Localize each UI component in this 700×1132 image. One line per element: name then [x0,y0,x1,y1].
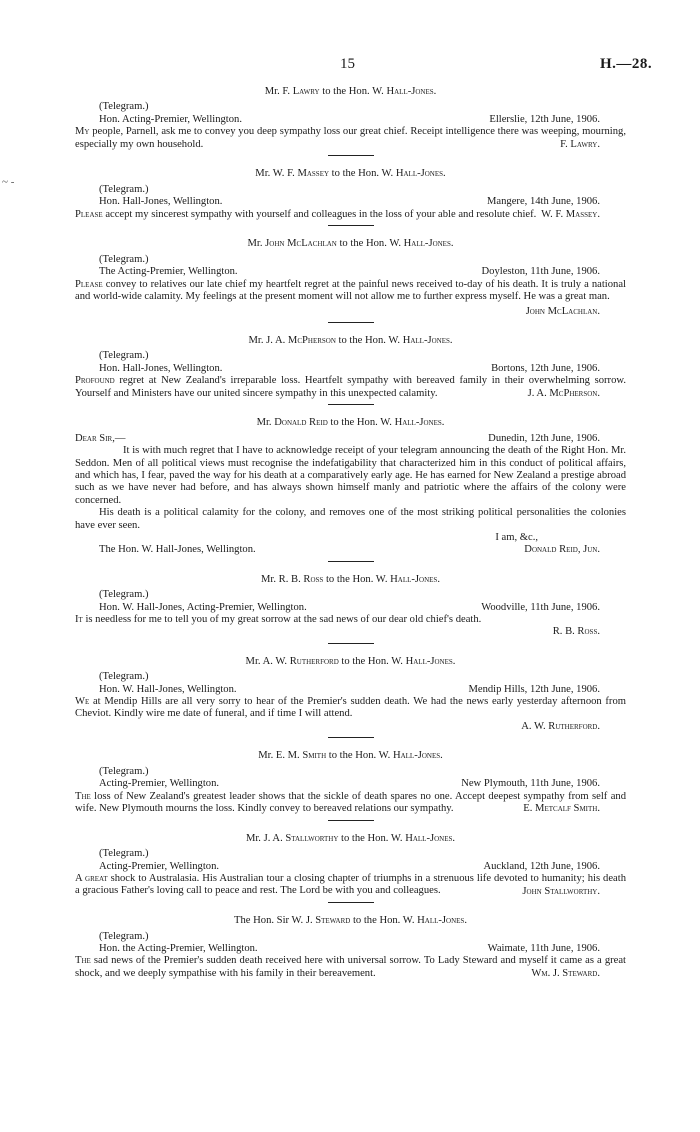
telegram-label: (Telegram.) [99,671,149,683]
entry-heading: Mr. E. M. Smith to the Hon. W. Hall-Jones. [258,750,443,762]
telegram-lawry [75,86,626,156]
divider [328,155,374,156]
signature: R. B. Ross. [552,626,600,638]
telegram-stallworthy [75,833,626,903]
letter-paragraph-2: His death is a political calamity for the colony, and removes one of the most striking political personalities the colonies have ever seen. [75,507,626,531]
divider [328,902,374,903]
signature: John Stallworthy. [522,885,600,897]
signature: Wm. J. Steward. [531,968,600,980]
address-line: Hon. W. Hall-Jones, Wellington. Mendip Hills, 12th June, 1906. [99,683,600,695]
signature: E. Metcalf Smith. [523,803,600,815]
message-text: The loss of New Zealand's greatest leader shows that the sickle of death spares no one. Accept deepest sympathy from self and wife. New Plymouth mourns the loss. Kindly convey to bereaved relations our sympathy. [75,790,626,814]
divider [328,820,374,821]
telegram-steward [75,915,626,980]
message-text: We at Mendip Hills are all very sorry to hear of the Premier's sudden death. We had the news early yesterday afternoon from Cheviot. Kindly wire me date of funeral, and if time I will attend. [75,696,626,720]
margin-mark: ~ - [2,176,15,188]
address-line: Hon. Acting-Premier, Wellington. Ellerslie, 12th June, 1906. [99,113,600,125]
entry-heading: Mr. J. A. Stallworthy to the Hon. W. Hall-Jones. [245,832,456,844]
telegram-ross [75,574,626,644]
telegram-label: (Telegram.) [99,101,149,113]
entry-heading: Mr. John McLachlan to the Hon. W. Hall-Jones. [247,238,454,250]
telegram-mclachlan [75,238,626,322]
address-line: Acting-Premier, Wellington. New Plymouth, 11th June, 1906. [99,778,600,790]
telegram-label: (Telegram.) [99,183,149,195]
address-line: Hon. Hall-Jones, Wellington. Bortons, 12th June, 1906. [99,362,600,374]
telegram-label: (Telegram.) [99,765,149,777]
entry-heading: Mr. A. W. Rutherford to the Hon. W. Hall-Jones. [245,655,456,667]
divider [328,561,374,562]
address-line: Hon. Hall-Jones, Wellington. Mangere, 14th June, 1906. [99,196,600,208]
signature: J. A. McPherson. [527,387,600,399]
divider [328,404,374,405]
message-text: The sad news of the Premier's sudden death received here with universal sorrow. To Lady Steward and myself it came as a great shock, and we deeply sympathise with his family in their bereavement. [75,955,626,979]
message-text: Profound regret at New Zealand's irreparable loss. Heartfelt sympathy with bereaved family in their overwhelming sorrow. Yourself and Ministers have our united sincere sympathy in this unexpected calamity. [75,375,626,399]
entry-heading: Mr. W. F. Massey to the Hon. W. Hall-Jones. [255,168,446,180]
telegram-label: (Telegram.) [99,253,149,265]
letter-closing: I am, &c., [495,532,538,543]
telegram-smith [75,750,626,820]
entry-heading: The Hon. Sir W. J. Steward to the Hon. W. Hall-Jones. [234,915,467,927]
divider [328,643,374,644]
letter-signoff: The Hon. W. Hall-Jones, Wellington. Donald Reid, Jun. [99,544,600,556]
page-reference: H.—28. [600,56,653,72]
address-line: Acting-Premier, Wellington. Auckland, 12th June, 1906. [99,860,600,872]
document-body [75,86,626,981]
signature: John McLachlan. [525,305,600,317]
telegram-label: (Telegram.) [99,848,149,860]
signature: W. F. Massey. [541,209,600,221]
page-number: 15 [340,56,355,72]
signature: F. Lawry. [560,139,600,151]
address-line: Hon. W. Hall-Jones, Acting-Premier, Wellington. Woodville, 11th June, 1906. [99,601,600,613]
salutation-line: Dear Sir,— Dunedin, 12th June, 1906. [75,432,600,444]
signature: A. W. Rutherford. [521,720,600,732]
message-text: Please accept my sincerest sympathy with yourself and colleagues in the loss of your able and resolute chief. [75,208,537,220]
telegram-label: (Telegram.) [99,350,149,362]
message-text: Please convey to relatives our late chief my heartfelt regret at the painful news received to-day of his death. It is truly a national and world-wide calamity. My feelings at the present moment will not allow me to further express myself. He was a great man. [75,278,626,303]
message-text: My people, Parnell, ask me to convey you deep sympathy loss our great chief. Receipt intelligence there was weeping, mourning, especially my own household. [75,126,626,150]
message-text: It is needless for me to tell you of my great sorrow at the sad news of our dear old chief's death. [75,614,482,626]
entry-heading: Mr. F. Lawry to the Hon. W. Hall-Jones. [264,86,437,97]
entry-heading: Mr. J. A. McPherson to the Hon. W. Hall-Jones. [248,334,453,346]
divider [328,322,374,323]
entry-heading: Mr. R. B. Ross to the Hon. W. Hall-Jones. [261,573,440,585]
message-text: A great shock to Australasia. His Australian tour a closing chapter of triumphs in a strenuous life devoted to humanity; his death a gracious Father's loving call to peace and rest. The Lord be with you and colleagues. [75,872,626,897]
letter-reid [75,417,626,561]
telegram-label: (Telegram.) [99,930,149,942]
telegram-rutherford [75,656,626,738]
telegram-label: (Telegram.) [99,589,149,601]
letter-paragraph-1: It is with much regret that I have to acknowledge receipt of your telegram announcing the death of the Right Hon. Mr. Seddon. Men of all political views must recognise the indefatigability that characterized him in this conduct of political affairs, and which has, I fear, paved the way for his death at a comparatively early age. He has earned for New Zealand a prestige abroad such as we have never had before, and has always shown himself manly and patriotic where the affairs of the colony were concerned. [75,445,626,506]
address-line: The Acting-Premier, Wellington. Doyleston, 11th June, 1906. [99,266,600,278]
divider [328,225,374,226]
telegram-mcpherson [75,335,626,405]
entry-heading: Mr. Donald Reid to the Hon. W. Hall-Jones. [256,417,445,429]
divider [328,737,374,738]
address-line: Hon. the Acting-Premier, Wellington. Waimate, 11th June, 1906. [99,942,600,954]
telegram-massey [75,168,626,226]
